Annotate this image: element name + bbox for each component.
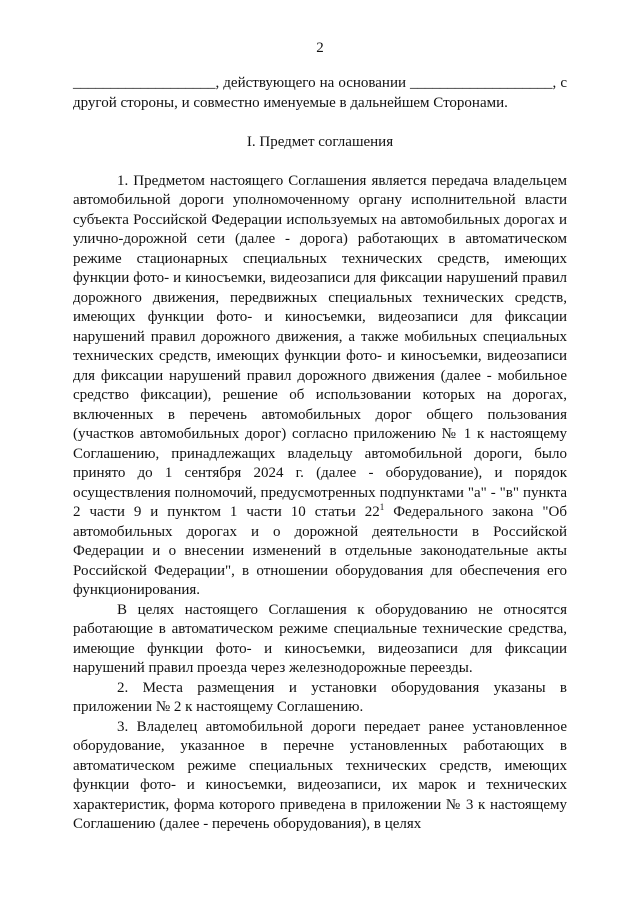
document-body xyxy=(73,74,567,835)
paragraph-4: 3. Владелец автомобильной дороги передает ранее установленное оборудование, указанное в перечне установленных работающих в автоматическом режиме специальных технических средств, имеющих функции фото- и киносъемки, видеозаписи, их марок и технических характеристик, форма которого приведена в приложении № 3 к настоящему Соглашению (далее - перечень оборудования), в целях xyxy=(73,718,567,832)
paragraph-1 xyxy=(73,172,567,601)
intro-paragraph: ___________________, действующего на основании ___________________, с другой стороны, и совместно именуемые в дальнейшем Сторонами. xyxy=(73,75,567,111)
spacer xyxy=(73,113,567,133)
paragraph-3: 2. Места размещения и установки оборудования указаны в приложении № 2 к настоящему Соглашению. xyxy=(73,679,567,715)
paragraph-2: В целях настоящего Соглашения к оборудованию не относятся работающие в автоматическом режиме специальные технические средства, имеющие функции фото- и киносъемки, видеозаписи для фиксации нарушений правил проезда через железнодорожные переезды. xyxy=(73,601,567,676)
paragraph-1-text-b: Федерального закона "Об автомобильных дорогах и о дорожной деятельности в Российской Федерации и о внесении изменений в отдельные законодательные акты Российской Федерации", в отношении оборудования для обеспечения его функционирования. xyxy=(73,504,567,598)
article-superscript: 1 xyxy=(379,502,385,512)
section-title: I. Предмет соглашения xyxy=(246,133,394,150)
spacer xyxy=(73,152,567,172)
page-number: 2 xyxy=(316,40,324,56)
paragraph-1-text-a: 1. Предметом настоящего Соглашения является передача владельцем автомобильной дороги уполномоченному органу исполнительной власти субъекта Российской Федерации используемых на автомобильных дорогах и улично-дорожной сети (далее - дорога) работающих в автоматическом режиме стационарных специальных технических средств, имеющих функции фото- и киносъемки, видеозаписи для фиксации нарушений правил дорожного движения, передвижных специальных технических средств, имеющих функции фото- и киносъемки, видеозаписи для фиксации нарушений правил дорожного движения, а также мобильных специальных технических средств, имеющих функции фото- и киносъемки, видеозаписи для фиксации нарушений правил дорожного движения (далее - мобильное средство фиксации), решение об использовании которых на дорогах, включенных в перечень автомобильных дорог общего пользования (участков автомобильных дорог) согласно приложению № 1 к настоящему Соглашению, принадлежащих владельцу автомобильной дороги, было принято до 1 сентября 2024 г. (далее - оборудование), и порядок осуществления полномочий, предусмотренных подпунктами "а" - "в" пункта 2 части 9 и пунктом 1 части 10 статьи 22 xyxy=(73,172,567,520)
